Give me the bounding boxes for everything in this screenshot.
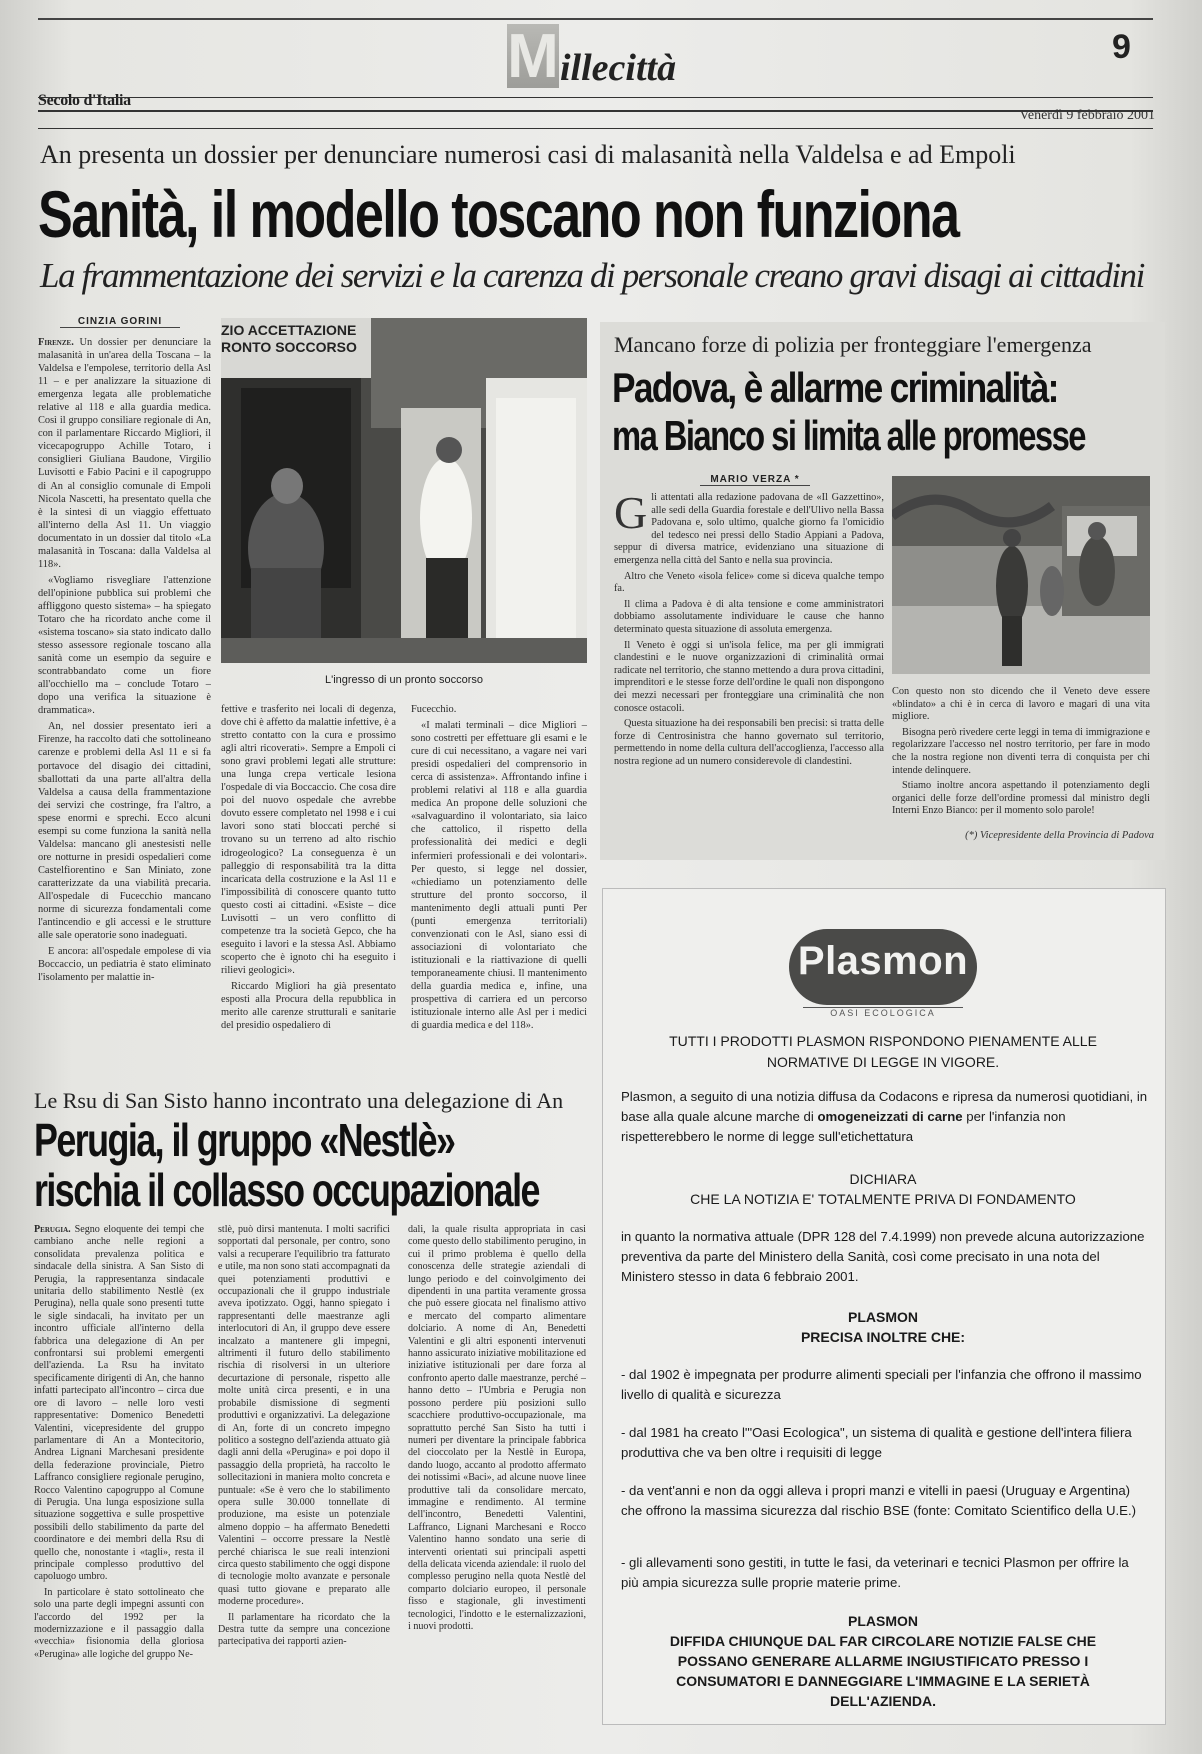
photo-caption: L'ingresso di un pronto soccorso (324, 674, 484, 686)
plasmon-logo (789, 929, 977, 1005)
ad-intro-before: Plasmon, a seguito di una notizia diffusa da Codacons e ripresa da numerosi quotidiani, in base alla quale alcune marche di (621, 1089, 1148, 1124)
main-col2-p1: fettive e trasferito nei locali di degenza, dove chi è affetto da malattie infettive, è a stretto contatto con la cura e prossimo agli altri ricoverati». Sempre a Empoli ci sono gravi problemi legati alle strutture: una lunga crepa verticale lesiona l'ospedale di via Boccaccio. Che cosa dire poi del nuovo ospedale che avrebbe dovuto essere completato nel 1998 e i cui lavori sono stati bloccati perché si trovano su un terreno ad alto rischio idrogeologico? La conseguenza è un palleggio di responsabilità tra la ditta incaricata della costruzione e la Asl 11 e l'impossibilità di conoscere quanto tutto questo costi ai cittadini. «Esiste – dice Luvisotti – un vero conflitto di competenze tra la società Gepco, che ha eseguito i lavori e la stessa Asl. Abbiamo scoperto che è ignoto chi ha eseguito i rilievi geologici». (221, 704, 396, 976)
perugia-headline-line-2: rischia il collasso occupazionale (34, 1164, 539, 1216)
perugia-col1-p2: In particolare è stato sottolineato che solo una parte degli impegni assunti con l'accordo del 1992 per la modernizzazione e il passaggio dalla «vecchia» fisionomia della gloriosa «Perugina» alle logiche del gruppo Ne- (34, 1586, 204, 1660)
page-number: 9 (1112, 28, 1131, 66)
main-col3-p1: Fucecchio. (411, 704, 457, 715)
section-title: illecittà (560, 47, 677, 89)
perugia-column-3 (408, 1224, 586, 1749)
padova-col1-p2: Altro che Veneto «isola felice» come si diceva qualche tempo fa. (614, 570, 884, 595)
main-subheadline: La frammentazione dei servizi e la carenza di personale creano gravi disagi ai cittadini (40, 256, 1144, 295)
ad-point-4: - gli allevamenti sono gestiti, in tutte le fasi, da veterinari e tecnici Plasmon per offrire la più ampia sicurezza sulle proprie materie prime. (621, 1555, 1129, 1590)
main-dateline: Firenze. (38, 337, 74, 348)
main-byline: CINZIA GORINI (60, 316, 180, 328)
padova-column-1 (614, 492, 884, 832)
ad-precise-title-1: PLASMON (848, 1309, 918, 1325)
ad-point-2: - dal 1981 ha creato l'"Oasi Ecologica", un sistema di qualità e gestione dell'intera filiera produttiva che va ben oltre i requisiti di legge (621, 1425, 1132, 1460)
ad-law-text: in quanto la normativa attuale (DPR 128 del 7.4.1999) non prevede alcuna autorizzazione preventiva da parte del Ministero della Sanità, così come precisato in una nota del Ministero stesso in data 6 febbraio 2001. (621, 1229, 1145, 1284)
ad-closing-text: DIFFIDA CHIUNQUE DAL FAR CIRCOLARE NOTIZIE FALSE CHE POSSANO GENERARE ALLARME INGIUSTIFICATO PRESSO I CONSUMATORI E DANNEGGIARE L'IMMAGINE E LA SERIETÀ DELL'AZIENDA. (669, 1633, 1097, 1709)
masthead-rule-1 (38, 97, 1153, 98)
padova-col1-p4: Il Veneto è oggi si un'isola felice, ma per gli immigrati clandestini e le nuove organizzazioni di criminalità ormai radicate nel territorio, che stanno mettendo a dura prova cittadini, imprenditori e le stesse forze dell'ordine le quali non dispongono dei mezzi necessari per fronteggiare una criminalità che non conosce ostacoli. (614, 639, 884, 714)
perugia-column-1 (34, 1224, 204, 1749)
photo-sign-line-2: RONTO SOCCORSO (221, 339, 357, 355)
ad-declares-text: CHE LA NOTIZIA E' TOTALMENTE PRIVA DI FONDAMENTO (690, 1191, 1076, 1207)
perugia-column-2 (218, 1224, 390, 1749)
main-article-column-3 (411, 703, 587, 1068)
section-initial: M (507, 22, 559, 91)
padova-kicker: Mancano forze di polizia per fronteggiare l'emergenza (614, 332, 1092, 357)
ad-declares-title: DICHIARA (849, 1171, 917, 1187)
perugia-col2-p1: stlè, può dirsi mantenuta. I molti sacrifici sopportati dal personale, per contro, sono valsi a recuperare l'equilibrio tra fatturato e utile, ma non sono stati accompagnati da quei potenziamenti produttivi e occupazionali che il gruppo industriale aveva ipotizzato. Oggi, hanno spiegato i rappresentanti delle maestranze agli interlocutori di An, il gruppo deve essere incalzato a mantenere gli impegni, altrimenti il futuro dello stabilimento rischia di risolversi in un ulteriore decurtazione di personale, rispetto alle molte unità circa presenti, e in una probabile dismissione di segmenti produttivi e organizzativi. La delegazione di An, forte di un concreto impegno politico a sostegno dell'azienda attuato già dagli anni della «Perugina» e poi dopo il passaggio della proprietà, ha raccolto le sollecitazioni in maniera molto concreta e puntuale: «Se è vero che lo stabilimento opera sulle 30.000 tonnellate di produzione, ma esiste un potenziale almeno doppio – ha affermato Benedetti Valentini – occorre pressare la Nestlè perché chiarisca le sue reali intenzioni circa questo stabilimento che oggi dispone di tecnologie molto avanzate e personale quasi tutto giovane e preparato alle moderne procedure». (218, 1224, 390, 1608)
main-col1-p4: E ancora: all'ospedale empolese di via Boccaccio, un pediatria è stato eliminato l'isolamento per malattie in- (38, 946, 211, 984)
perugia-dateline: Perugia. (34, 1224, 71, 1235)
perugia-col2-p2: Il parlamentare ha ricordato che la Destra tutte da sempre una concezione partecipativa dei rapporti azien- (218, 1611, 390, 1648)
plasmon-logo-text: Plasmon (797, 939, 969, 983)
emergency-room-photo (221, 318, 587, 663)
main-article-column-2 (221, 703, 396, 1068)
padova-col1-p1: li attentati alla redazione padovana de «Il Gazzettino», alle sedi della Guardia forestale e dell'Ulivo nella Bassa Padovana e, solo ultimo, qualche giorno fa l'omicidio del tedesco nei pressi dello Stadio Appiani a Padova, seppur di diversa matrice, evidenziano una situazione di emergenza nella città del Santo e nella sua provincia. (614, 492, 884, 566)
main-col1-p2: «Vogliamo risvegliare l'attenzione dell'opinione pubblica sui problemi che affliggono questo sistema» – ha spiegato Totaro che ha ricordato anche come il «sistema toscano» sia stato indicato dallo stesso assessore regionale toscano alla sanità come un esempio da seguire e scontrabbandato come un fiore all'occhiello ma – conclude Totaro – dopo una verifica la situazione è drammatica». (38, 574, 211, 717)
ad-intro-bold: omogeneizzati di carne (817, 1109, 963, 1124)
ad-point-3: - da vent'anni e non da oggi alleva i propri manzi e vitelli in paesi (Uruguay e Argentina) che offrono la massima sicurezza dal rischio BSE (fonte: Comitato Scientifico della U.E.) (621, 1483, 1137, 1518)
main-headline: Sanità, il modello toscano non funziona (38, 177, 959, 251)
perugia-kicker: Le Rsu di San Sisto hanno incontrato una delegazione di An (34, 1088, 564, 1113)
padova-col2-p1: Con questo non sto dicendo che il Veneto deve essere «blindato» a chi è in cerca di lavoro e magari di una vita migliore. (892, 686, 1150, 723)
ad-intro-after: per l'infanzia non rispetterebbero le norme di legge sull'etichettatura (621, 1109, 1066, 1144)
masthead-rule-3 (38, 128, 1153, 129)
padova-signature: (*) Vicepresidente della Provincia di Padova (965, 830, 1154, 841)
ad-closing-title: PLASMON (848, 1613, 918, 1629)
main-article-column-1 (38, 336, 211, 1068)
ad-precise-title-2: PRECISA INOLTRE CHE: (800, 1329, 966, 1345)
main-col1-p1: Un dossier per denunciare la malasanità in un'area della Toscana – la Valdelsa e l'empolese, territorio della Asl 11 – e per analizzare la situazione di emergenza legata alle problematiche relative al 118 e alla guardia medica. Così il gruppo consiliare regionale di An, con il parlamentare Riccardo Migliori, il vicecapogruppo Achille Totaro, i consiglieri Giuliana Baudone, Virgilio Luvisotti e Fabio Pacini e il capogruppo di An al consiglio comunale di Empoli Nicola Nascetti, ha presentato quella che è la sintesi di un viaggio effettuato all'interno della Asl 11. Un viaggio documentato in un dossier dal titolo «La malasanità in Toscana: dalla Valdelsa al 118». (38, 337, 211, 570)
padova-col2-p2: Bisogna però rivedere certe leggi in tema di immigrazione e regolarizzare l'accesso nel nostro territorio, per fare in modo che la nostra regione non diventi terra di conquista per chi intende delinquere. (892, 726, 1150, 776)
main-col2-p2: Riccardo Migliori ha già presentato esposti alla Procura della repubblica in merito alle carenze strutturali e sanitarie del presidio ospedaliero di (221, 980, 396, 1032)
photo-sign-line-1: ZIO ACCETTAZIONE (221, 322, 357, 338)
padova-byline: MARIO VERZA * (700, 474, 810, 486)
padova-column-2 (892, 686, 1150, 826)
photo-sign-text (221, 322, 371, 356)
ad-heading: TUTTI I PRODOTTI PLASMON RISPONDONO PIENAMENTE ALLE NORMATIVE DI LEGGE IN VIGORE. (669, 1033, 1097, 1070)
emergency-room-photo-art (221, 318, 587, 663)
newspaper-name: Secolo d'Italia (38, 92, 131, 109)
padova-headline-line-2: ma Bianco si limita alle promesse (612, 412, 1085, 459)
top-rule (38, 18, 1153, 20)
perugia-col3-p1: dali, la quale risulta appropriata in casi come questo dello stabilimento perugino, in cui il primo problema è quello della conoscenza delle strategie aziendali di lungo periodo e del coinvolgimento dei dipendenti in una partita veramente grossa che può essere giocata nel finalismo attivo e mercato del comparto alimentare dolciario. A nome di An, Benedetti Valentini e gli altri esponenti intervenuti hanno assicurato iniziative mobilitazione ed iniziative istituzionali per dare forza al confronto aperto dalle maestranze, perché – hanno detto – l'Umbria e Perugia non possono perdere più posizioni sullo scacchiere produttivo-occupazionale, ma soprattutto perché San Sisto ha tutti i numeri per diventare la principale fabbrica del cioccolato per la Nestlè in Europa, dando luogo, accanto al prodotto affermato dei notissimi «Baci», ad alcune nuove linee produttive tali da consolidare mercato, immagine e rendimento. Al termine dell'incontro, Benedetti Valentini, Laffranco, Lignani Marchesani e Rocco Valentino hanno sondato una serie di interventi orientati sui principali aspetti della delicata vicenda aziendale: il ruolo del complesso perugino nella quota Nestlè del comparto dolciario europeo, il personale fisso e stagionale, gli investimenti tecnologici, l'indotto e le esternalizzazioni, i nuovi prodotti. (408, 1224, 586, 1632)
section-initial-block (507, 22, 559, 91)
padova-police-photo-art (892, 476, 1150, 674)
padova-headline-line-1: Padova, è allarme criminalità: (612, 364, 1058, 411)
padova-col2-p3: Stiamo inoltre ancora aspettando il potenziamento degli organici delle forze dell'ordine promessi dal ministro degli Interni Enzo Bianco: per il momento solo parole! (892, 780, 1150, 817)
padova-col1-p5: Questa situazione ha dei responsabili ben precisi: si tratta delle forze di Centrosinistra che hanno governato sul territorio, permettendo in nome della cultura dell'accoglienza, l'accesso alla nostra regione ad un numero considerevole di clandestini. (614, 718, 884, 767)
perugia-headline-line-1: Perugia, il gruppo «Nestlè» (34, 1114, 455, 1166)
ad-point-1: - dal 1902 è impegnata per produrre alimenti speciali per l'infanzia che offrono il massimo livello di qualità e sicurezza (621, 1367, 1142, 1402)
padova-drop-cap: G (614, 492, 648, 538)
issue-date: Venerdì 9 febbraio 2001 (1019, 108, 1155, 123)
padova-col1-p3: Il clima a Padova è di alta tensione e come amministratori dobbiamo assolutamente individuare le cause che hanno determinato questa situazione di assoluta emergenza. (614, 598, 884, 635)
plasmon-advertisement (602, 888, 1166, 1725)
main-col3-p2: «I malati terminali – dice Migliori – sono costretti per effettuare gli esami e le cure di cui necessitano, a vagare nei vari presidi ospedalieri del comprensorio in cerca di assistenza». Affrontando infine i problemi relativi al 118 e alla guardia medica An propone delle soluzioni che «salvaguardino il volontariato, sia laico che cattolico, il rispetto della professionalità dei medici e degli infermieri professionali e dei volontari». Per questo, si legge nel dossier, «chiediamo un potenziamento delle strutture del pronto soccorso, il mantenimento degli attuali punti Per (punti emergenza territoriali) convenzionati con le Asl, siano essi di associazioni di volontariato che istituzionali e la riattivazione di quelli temporaneamente chiusi. Il mantenimento della guardia medica e, infine, una prospettiva di carriera ed un percorso istituzionale interno alle Asl per i medici di guardia medica e del 118». (411, 720, 587, 1032)
main-kicker: An presenta un dossier per denunciare numerosi casi di malasanità nella Valdelsa e ad Empoli (40, 140, 1016, 169)
perugia-col1-p1: Segno eloquente dei tempi che cambiano anche nelle regioni a consolidata prevalenza politica e sindacale della sinistra. A San Sisto di Perugia, la rappresentanza sindacale unitaria dello stabilimento Nestlè (ex Perugina), nella quale sono presenti tutte le sigle sindacali, ha invitato per un incontro ufficiale all'interno della fabbrica una delegazione di An per confrontarsi sui problemi emergenti dell'azienda. La Rsu ha invitato specificamente dirigenti di An, che hanno infatti partecipato all'incontro – circa due ore di lavoro – nelle loro vesti rappresentative: Domenico Benedetti Valentini, vicepresidente del gruppo parlamentare di An a Montecitorio, Andrea Lignani Marchesani presidente della federazione provinciale, Pietro Laffranco consigliere regionale perugino, Rocco Valentino capogruppo al Comune di Perugia. Una lunga esposizione sulla situazione soggettiva e sulle prospettive possibili dello stabilimento da parte del coordinatore e dei membri della Rsu di quello che, nonostante i «tagli», resta il principale complesso produttivo del capoluogo umbro. (34, 1224, 204, 1583)
ad-intro (621, 1087, 1149, 1147)
plasmon-tagline: OASI ECOLOGICA (803, 1007, 963, 1022)
main-col1-p3: An, nel dossier presentato ieri a Firenze, ha raccolto dati che sottolineano carenze e problemi della Asl 11 e si fa portavoce del disagio dei cittadini, sballottati da una parte all'altra della Valdelsa a causa della frammentazione dei servizi che costringe, fra l'altro, a spese enormi e sprechi. Ecco alcuni esempi su come funziona la sanità nella Valdelsa: mancano gli anestesisti nelle ore notturne in presidi ospedalieri come Castelfiorentino e San Miniato, zone caratterizzate da una viabilità precaria. All'ospedale di Fucecchio mancano norme di sicurezza fondamentali come l'antincendio e gli accessi e le strutture alle sale operatorie sono inadeguati. (38, 721, 211, 942)
padova-police-photo (892, 476, 1150, 674)
